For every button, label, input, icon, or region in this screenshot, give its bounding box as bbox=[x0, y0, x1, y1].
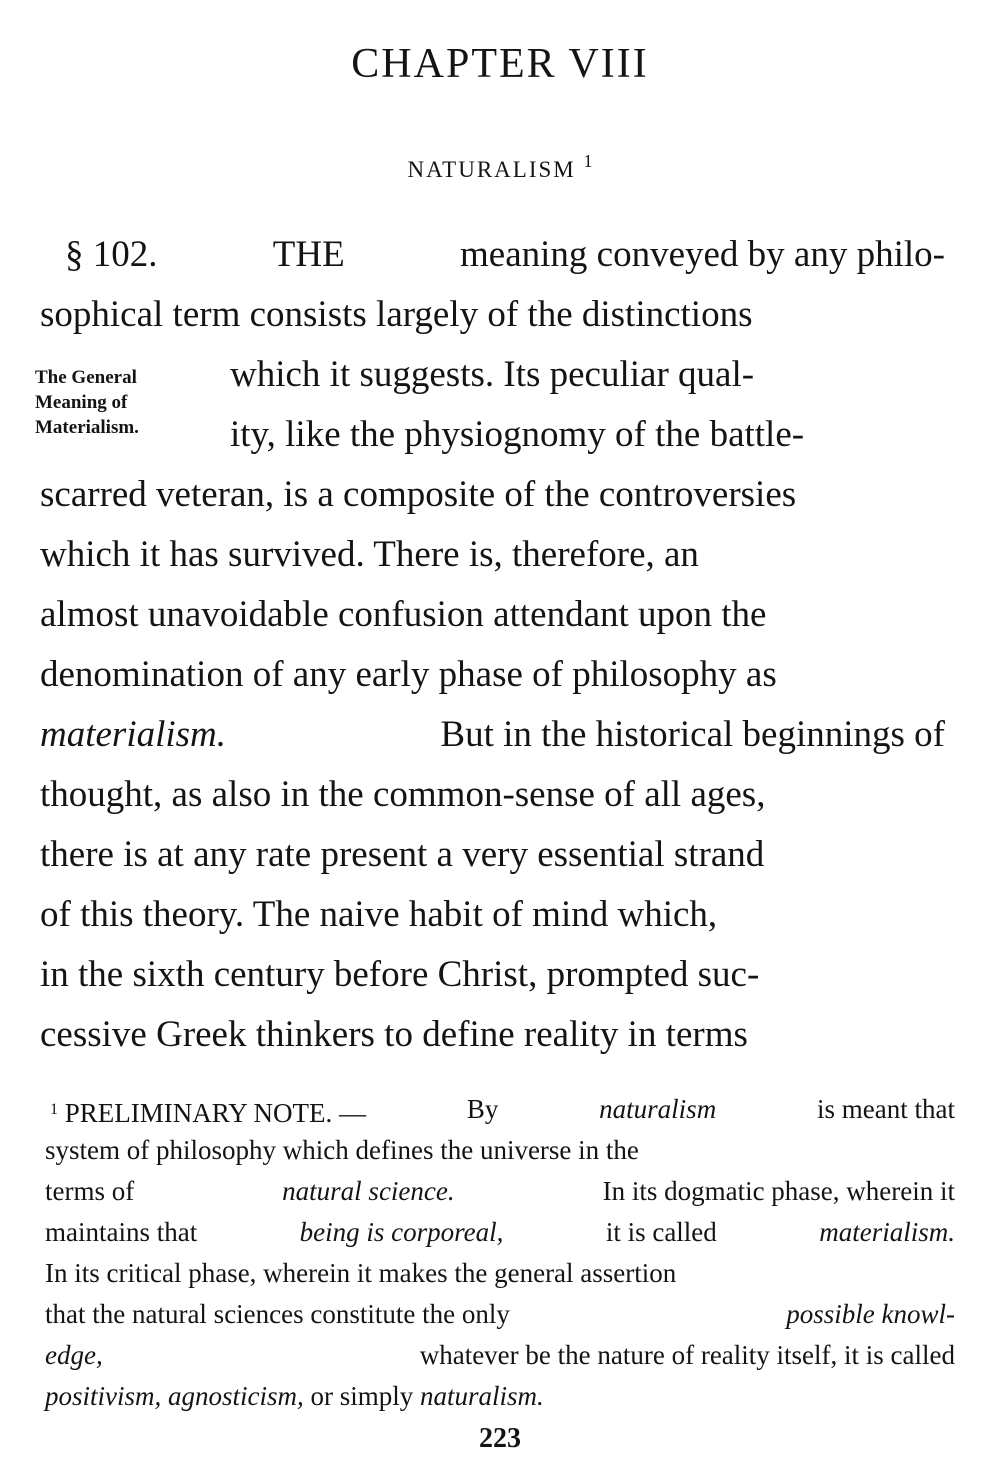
emphasis-term: edge, bbox=[45, 1340, 103, 1370]
body-line-text: ity, like the physiognomy of the battle- bbox=[230, 414, 805, 455]
body-line-text: there is at any rate present a very essential strand bbox=[40, 834, 765, 875]
footnote-line bbox=[45, 1131, 955, 1170]
footnote-text: system of philosophy which defines the universe in the bbox=[45, 1135, 639, 1165]
body-line bbox=[40, 770, 945, 820]
footnote-text: In its dogmatic phase, wherein it bbox=[602, 1176, 955, 1206]
body-line bbox=[40, 530, 945, 580]
emphasis-term: positivism, agnosticism, bbox=[45, 1381, 304, 1411]
emphasis-term: possible knowl- bbox=[786, 1299, 955, 1329]
section-number: § 102. bbox=[65, 234, 158, 275]
footnote-line bbox=[45, 1377, 955, 1416]
footnote-text: maintains that bbox=[45, 1217, 198, 1247]
emphasis-term: natural science. bbox=[282, 1176, 455, 1206]
body-line-text: which it suggests. Its peculiar qual- bbox=[230, 354, 755, 395]
body-line bbox=[40, 830, 945, 880]
body-line bbox=[40, 890, 945, 940]
footnote-text: In its critical phase, wherein it makes the general assertion bbox=[45, 1258, 677, 1288]
footnote-lead bbox=[50, 1090, 366, 1133]
footnote-marker: 1 bbox=[50, 1101, 58, 1118]
footnote-text: is meant that bbox=[817, 1094, 955, 1124]
body-line-text: meaning conveyed by any philo- bbox=[460, 234, 945, 275]
footnote-line bbox=[45, 1254, 955, 1293]
footnote-text: whatever be the nature of reality itself, it is called bbox=[419, 1340, 955, 1370]
body-line-text: thought, as also in the common-sense of all ages, bbox=[40, 774, 766, 815]
chapter-title: CHAPTER VIII bbox=[351, 41, 649, 87]
body-line-text: sophical term consists largely of the distinctions bbox=[40, 294, 753, 335]
margin-note-line: Meaning of bbox=[35, 392, 128, 413]
section-title bbox=[0, 144, 1000, 187]
body-line-text: almost unavoidable confusion attendant upon the bbox=[40, 594, 767, 635]
body-line-text: cessive Greek thinkers to define reality in terms bbox=[40, 1014, 748, 1055]
body-line bbox=[40, 1010, 945, 1060]
body-line bbox=[40, 950, 945, 1000]
footnote-text: it is called bbox=[605, 1217, 717, 1247]
body-line bbox=[40, 650, 945, 700]
body-line-text: of this theory. The naive habit of mind which, bbox=[40, 894, 718, 935]
margin-note-line: Materialism. bbox=[35, 417, 139, 438]
footnote-text: terms of bbox=[45, 1176, 135, 1206]
footnote-text: or simply bbox=[310, 1381, 414, 1411]
footnote-line bbox=[45, 1295, 955, 1334]
footnote-line bbox=[45, 1336, 955, 1375]
body-line bbox=[40, 470, 945, 520]
body-line-text: scarred veteran, is a composite of the controversies bbox=[40, 474, 797, 515]
footnote-line bbox=[50, 1090, 955, 1133]
emphasis-term: being is corporeal, bbox=[299, 1217, 504, 1247]
footnote-text: By bbox=[466, 1094, 499, 1124]
body-line bbox=[230, 410, 945, 460]
margin-note bbox=[35, 365, 205, 440]
emphasis-term: naturalism. bbox=[420, 1381, 544, 1411]
body-line-text: in the sixth century before Christ, prompted suc- bbox=[40, 954, 760, 995]
footnote-line bbox=[45, 1213, 955, 1252]
emphasis-term: materialism. bbox=[40, 714, 227, 755]
footnote-reference: 1 bbox=[583, 151, 593, 171]
emphasis-term: materialism. bbox=[819, 1217, 955, 1247]
page-number: 223 bbox=[479, 1423, 521, 1454]
footnote-text: that the natural sciences constitute the only bbox=[45, 1299, 510, 1329]
section-title-text: NATURALISM bbox=[407, 157, 576, 182]
body-line bbox=[65, 230, 945, 280]
body-line-text: which it has survived. There is, therefore, an bbox=[40, 534, 699, 575]
margin-note-line: The General bbox=[35, 367, 137, 388]
body-line-text: But in the historical beginnings of bbox=[440, 714, 945, 755]
footnote-line bbox=[45, 1172, 955, 1211]
body-line bbox=[40, 710, 945, 760]
body-line bbox=[230, 350, 945, 400]
body-line bbox=[40, 290, 945, 340]
body-line bbox=[40, 590, 945, 640]
body-line-text: denomination of any early phase of philosophy as bbox=[40, 654, 777, 695]
emphasis-term: naturalism bbox=[599, 1094, 717, 1124]
lead-word: THE bbox=[272, 234, 345, 275]
footnote-label: PRELIMINARY NOTE. — bbox=[64, 1098, 366, 1128]
